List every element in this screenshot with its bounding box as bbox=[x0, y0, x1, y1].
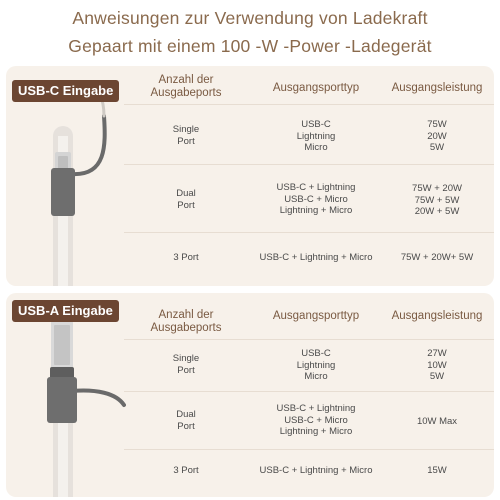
table-cell-power: 10W Max bbox=[416, 416, 458, 427]
table-cell-types: USB-C + Lightning USB-C + Micro Lightning + Micro bbox=[276, 403, 356, 437]
header-ports: Anzahl der Ausgabeports bbox=[150, 309, 222, 334]
header-port-type: Ausgangsporttyp bbox=[272, 310, 360, 322]
table-cell-ports: 3 Port bbox=[173, 465, 199, 476]
divider bbox=[124, 104, 494, 105]
usb-c-panel bbox=[6, 66, 494, 286]
table-cell-types: USB-C + Lightning USB-C + Micro Lightning + Micro bbox=[276, 182, 356, 216]
page-subtitle: Gepaart mit einem 100 -W -Power -Ladegerät bbox=[68, 36, 432, 56]
divider bbox=[124, 164, 494, 165]
table-cell-types: USB-C Lightning Micro bbox=[296, 119, 336, 153]
table-cell-types: USB-C + Lightning + Micro bbox=[259, 252, 373, 263]
table-cell-power: 27W 10W 5W bbox=[427, 348, 447, 382]
usb-a-input-badge: USB-A Eingabe bbox=[12, 300, 119, 322]
header-port-type: Ausgangsporttyp bbox=[272, 82, 360, 94]
table-cell-types: USB-C + Lightning + Micro bbox=[259, 465, 373, 476]
divider bbox=[124, 449, 494, 450]
table-cell-ports: 3 Port bbox=[173, 252, 199, 263]
table-cell-ports: Single Port bbox=[172, 124, 200, 147]
page-title: Anweisungen zur Verwendung von Ladekraft bbox=[72, 8, 428, 28]
header-ports: Anzahl der Ausgabeports bbox=[150, 74, 222, 99]
table-cell-power: 15W bbox=[427, 465, 447, 476]
table-cell-power: 75W + 20W+ 5W bbox=[400, 252, 474, 263]
header-output-power: Ausgangsleistung bbox=[391, 310, 483, 322]
table-cell-ports: Dual Port bbox=[176, 409, 196, 432]
divider bbox=[124, 339, 494, 340]
usb-c-input-badge: USB-C Eingabe bbox=[12, 80, 119, 102]
usb-a-cable-image bbox=[6, 293, 126, 497]
table-cell-ports: Single Port bbox=[172, 353, 200, 376]
table-cell-power: 75W + 20W 75W + 5W 20W + 5W bbox=[412, 183, 462, 217]
divider bbox=[124, 391, 494, 392]
divider bbox=[124, 232, 494, 233]
usb-a-panel bbox=[6, 293, 494, 497]
table-cell-power: 75W 20W 5W bbox=[427, 119, 447, 153]
table-cell-ports: Dual Port bbox=[176, 188, 196, 211]
table-cell-types: USB-C Lightning Micro bbox=[296, 348, 336, 382]
header-output-power: Ausgangsleistung bbox=[391, 82, 483, 94]
